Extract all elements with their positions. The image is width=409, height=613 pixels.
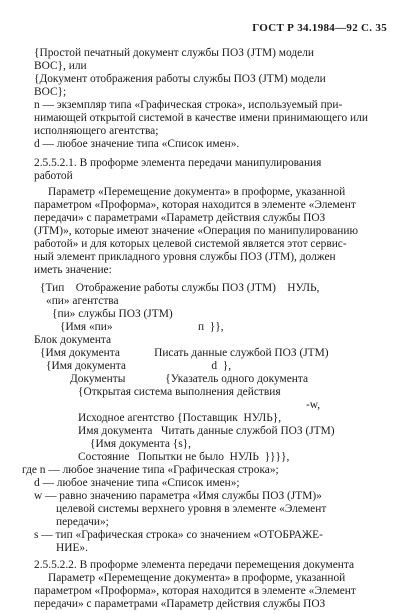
definition-line: целевой системы верхнего уровня в элементе «Элемент bbox=[56, 503, 327, 515]
text-line: передачи» с параметрами «Параметр действия службы ПОЗ bbox=[34, 598, 326, 610]
definition-line: НИЕ». bbox=[56, 542, 88, 554]
text-line: Параметр «Перемещение документа» в проформе, указанной bbox=[48, 572, 346, 584]
section-heading: 2.5.5.2.2. В проформе элемента передачи перемещения документа bbox=[34, 559, 355, 571]
definition-line: w — равно значению параметра «Имя службы ПОЗ (JTM)» bbox=[34, 490, 322, 502]
definition-line: d — любое значение типа «Список имен»; bbox=[34, 477, 240, 489]
text-line: {Документ отображения работы службы ПОЗ (JTM) модели bbox=[34, 73, 326, 85]
code-line: {Имя документа Писать данные службой ПОЗ (JTM) bbox=[40, 347, 329, 359]
definition-line: s — тип «Графическая строка» со значением «ОТОБРАЖЕ- bbox=[34, 529, 323, 541]
text-line: {Простой печатный документ службы ПОЗ (JTM) модели bbox=[34, 47, 314, 59]
definition-line: где n — любое значение типа «Графическая строка»; bbox=[22, 464, 279, 476]
section-heading: работой bbox=[34, 170, 73, 182]
code-line: -w, bbox=[306, 399, 321, 411]
code-line: Имя документа Читать данные службой ПОЗ (JTM) bbox=[78, 425, 335, 437]
text-line: нимающей открытой системой в качестве имени принимающего или bbox=[34, 112, 368, 124]
text-line: ВОС}; bbox=[34, 86, 67, 98]
code-line: {Тип Отображение работы службы ПОЗ (JTM) НУЛЬ, bbox=[40, 282, 320, 294]
text-line: параметром «Проформа», которая находится в элементе «Элемент bbox=[34, 585, 356, 597]
code-line: Исходное агентство {Поставщик НУЛЬ}, bbox=[78, 412, 282, 424]
text-line: Параметр «Перемещение документа» в проформе, указанной bbox=[48, 186, 346, 198]
code-line: {Имя документа {s}, bbox=[90, 438, 191, 450]
text-line: ный элемент прикладного уровня службы ПОЗ (JTM), должен bbox=[34, 251, 336, 263]
text-line: исполняющего агентства; bbox=[34, 125, 159, 137]
text-line: работой» и для которых целевой системой является этот сервис- bbox=[34, 238, 347, 250]
code-line: Состояние Попытки не было НУЛЬ }}}}, bbox=[78, 451, 290, 463]
text-line: передачи» с параметрами «Параметр действия службы ПОЗ bbox=[34, 212, 326, 224]
text-line: ВОС}, или bbox=[34, 60, 87, 72]
definition-line: передачи»; bbox=[56, 516, 109, 528]
page-header: ГОСТ Р 34.1984—92 С. 35 bbox=[252, 22, 387, 34]
section-heading: 2.5.5.2.1. В проформе элемента передачи манипулирования bbox=[34, 157, 322, 169]
text-line: n — экземпляр типа «Графическая строка», используемый при- bbox=[34, 99, 343, 111]
code-line: «пи» агентства bbox=[46, 295, 119, 307]
code-line: {пи» службы ПОЗ (JTM) bbox=[52, 308, 173, 320]
code-line: Блок документа bbox=[34, 334, 112, 346]
code-line: Документы {Указатель одного документа bbox=[70, 373, 309, 385]
code-line: {Имя «пи» п }}, bbox=[60, 321, 224, 333]
code-line: {Имя документа d }, bbox=[46, 360, 232, 372]
code-line: {Открытая система выполнения действия bbox=[78, 386, 281, 398]
text-line: иметь значение: bbox=[34, 264, 112, 276]
text-line: (JTM)», которые имеют значение «Операция по манипулированию bbox=[34, 225, 358, 237]
text-line: параметром «Проформа», которая находится в элементе «Элемент bbox=[34, 199, 356, 211]
text-line: d — любое значение типа «Список имен». bbox=[34, 138, 240, 150]
